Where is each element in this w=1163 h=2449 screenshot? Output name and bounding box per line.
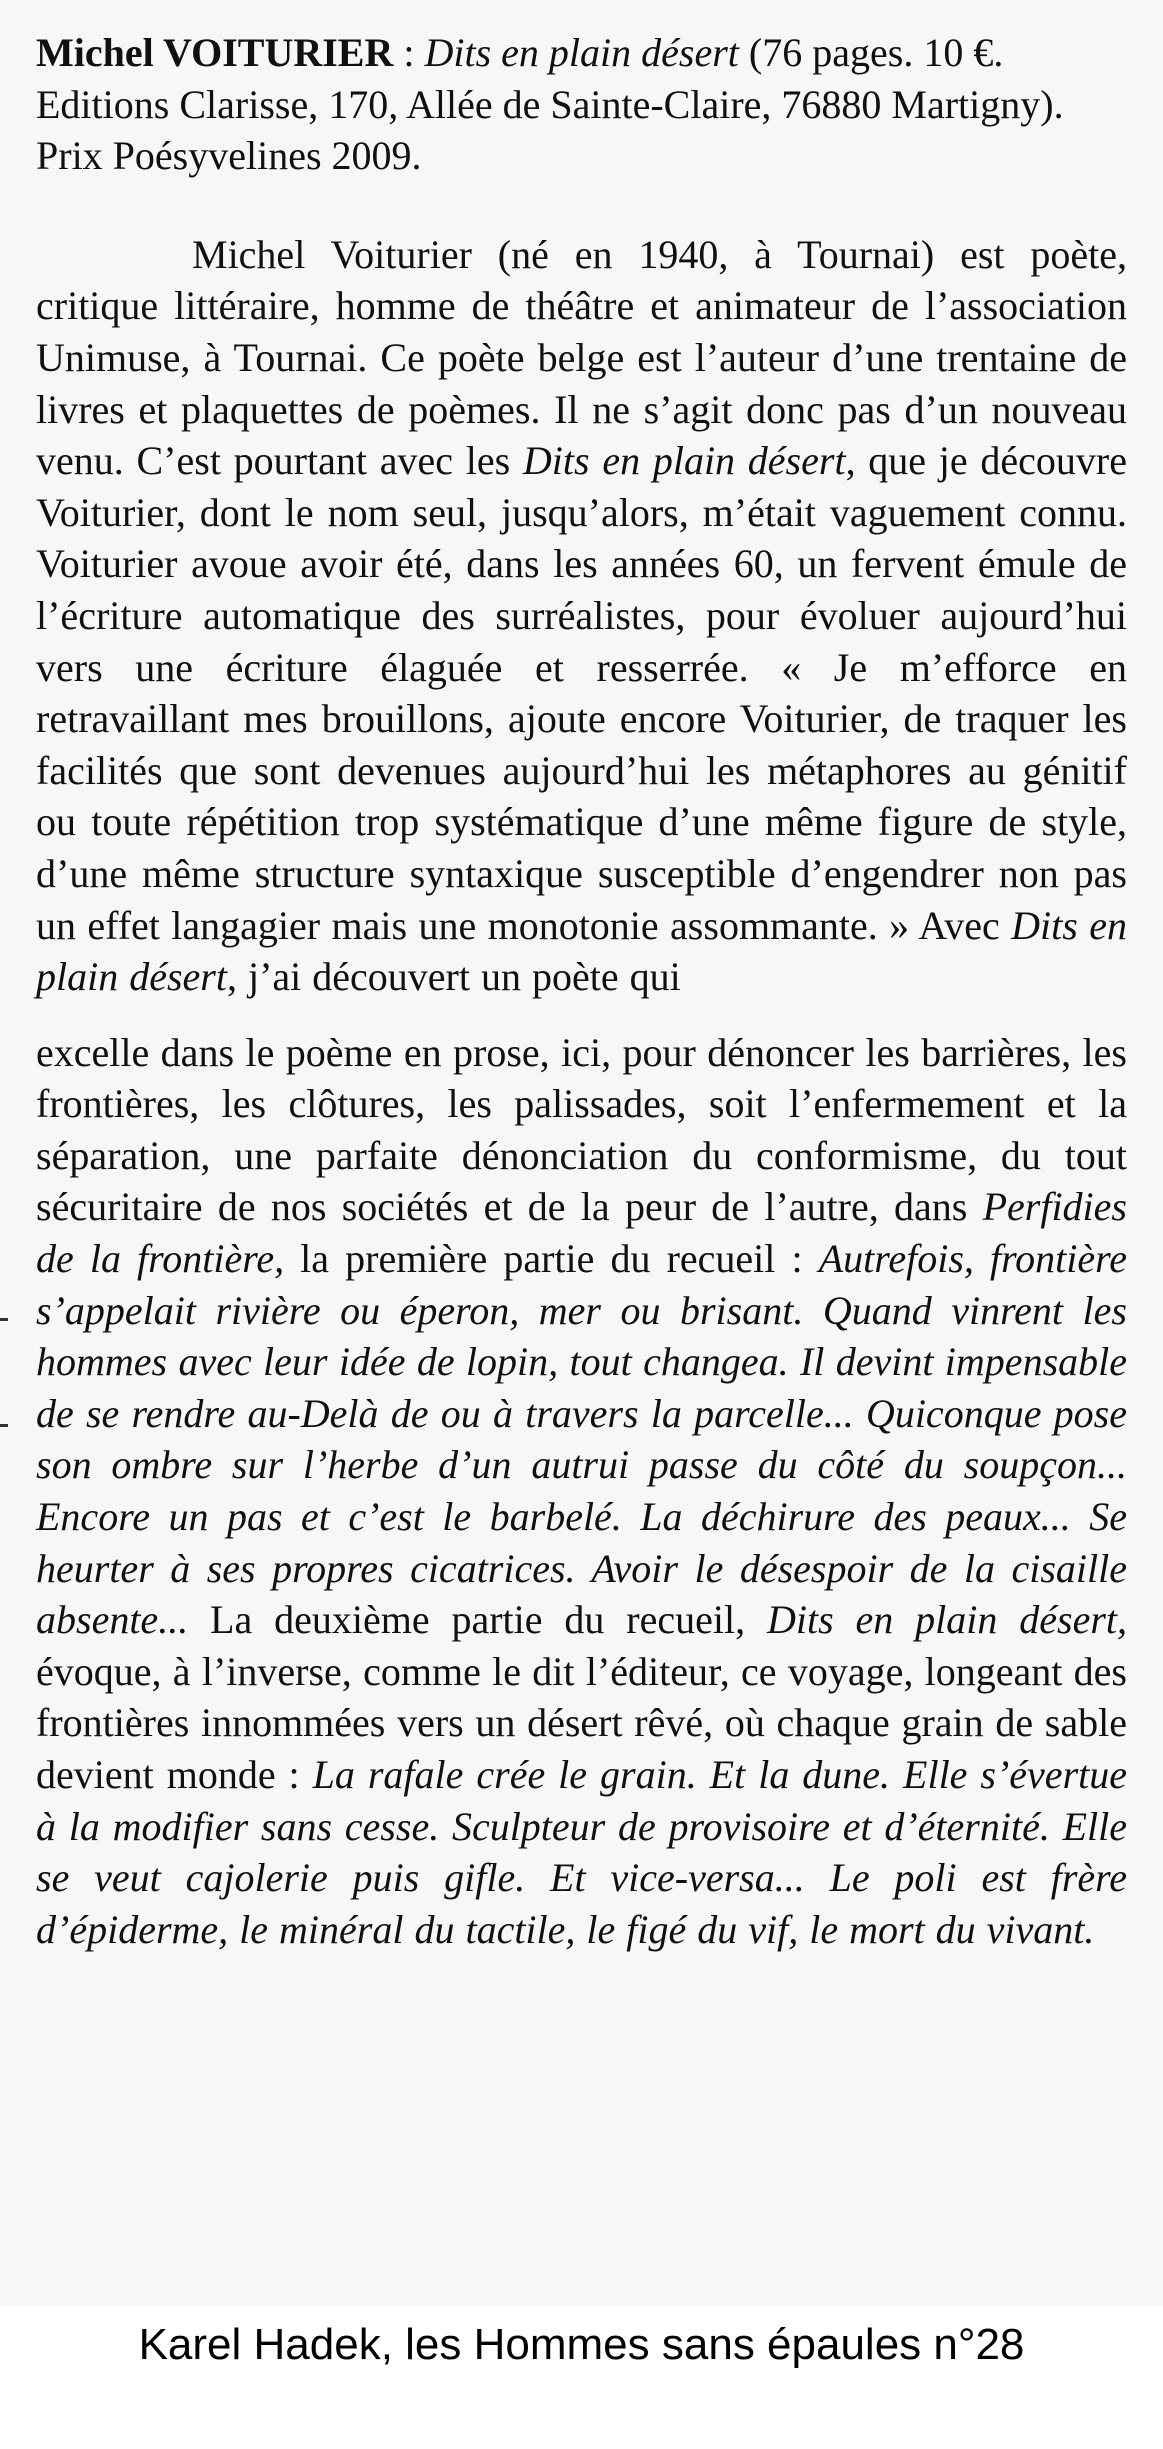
source-caption: Karel Hadek, les Hommes sans épaules n°28: [138, 2320, 1025, 2369]
review-text: , que je découvre Voiturier, dont le nom seul, jusqu’alors, m’était vaguement connu. Voiturier avoue avoir été, dans les années 60, un fervent émule de l’écriture automatique des surréalistes, pour évoluer aujourd’hui vers une écriture élaguée et resserrée. « Je m’efforce en retravaillant mes brouillons, ajoute encore Voiturier, de traquer les facilités que sont devenues aujourd’hui les métaphores au génitif ou toute répétition trop systématique d’une même figure de style, d’une même structure syntaxique susceptible d’engendrer non pas un effet langagier mais une monotonie assommante. » Avec: [36, 438, 1127, 948]
review-text: Michel Voiturier (né en 1940, à Tournai) est poète, critique littéraire, homme de théâtre et animateur de l’association Unimuse, à Tournai. Ce poète belge est l’auteur d’une trentaine de livres et plaquettes de poèmes. Il ne s’agit donc pas d’un nouveau venu. C’est pourtant avec les: [36, 231, 1127, 484]
book-title: Dits en plain désert: [424, 30, 739, 75]
book-details: (76 pages. 10 €. Editions Clarisse, 170, Allée de Sainte-Claire, 76880 Martigny). Prix Poésyvelines 2009.: [36, 30, 1064, 179]
section-title-mention: Dits en plain désert,: [766, 1597, 1127, 1643]
review-text: excelle dans le poème en prose, ici, pour dénoncer les barrières, les frontières, les clôtures, les palissades, soit l’enfermement et la séparation, une parfaite dénonciation du conformisme, du tout sécuritaire de nos sociétés et de la peur de l’autre, dans: [36, 1029, 1127, 1230]
header-separator: :: [393, 30, 425, 75]
review-text: évoque, à l’inverse, comme le dit l’éditeur, ce voyage, longeant des frontières innommées vers un désert rêvé, où chaque grain de sable devient monde :: [36, 1648, 1127, 1797]
book-reference-header: [36, 27, 1127, 182]
review-paragraph-1: [36, 229, 1127, 1003]
scan-edge-mark: [0, 1318, 8, 1321]
book-title-mention: Dits en plain désert: [36, 902, 1127, 1000]
book-author: Michel VOITURIER: [36, 30, 394, 75]
book-title-mention: Dits en plain désert: [522, 438, 846, 484]
review-text: , j’ai découvert un poète qui: [226, 954, 681, 1000]
scan-edge-mark: [0, 1424, 8, 1427]
poem-quotation: Autrefois, frontière s’appelait rivière ou éperon, mer ou brisant. Quand vinrent les hommes avec leur idée de lopin, tout changea. Il devint impensable de se rendre au-Delà de ou à travers la parcelle... Quiconque pose son ombre sur l’herbe d’un autrui passe du côté du soupçon... Encore un pas et c’est le barbelé. La déchirure des peaux... Se heurter à ses propres cicatrices. Avoir le désespoir de la cisaille absente...: [36, 1236, 1127, 1643]
review-paragraph-2: [36, 1027, 1127, 1956]
section-title-mention: Perfidies de la frontière,: [36, 1184, 1127, 1282]
poem-quotation: La rafale crée le grain. Et la dune. Elle s’évertue à la modifier sans cesse. Sculpteur de provisoire et d’éternité. Elle se veut cajolerie puis gifle. Et vice-versa... Le poli est frère d’épiderme, le minéral du tactile, le figé du vif, le mort du vivant.: [36, 1752, 1127, 1952]
review-text: la première partie du recueil :: [284, 1236, 819, 1282]
review-text: La deuxième partie du recueil,: [188, 1597, 767, 1643]
